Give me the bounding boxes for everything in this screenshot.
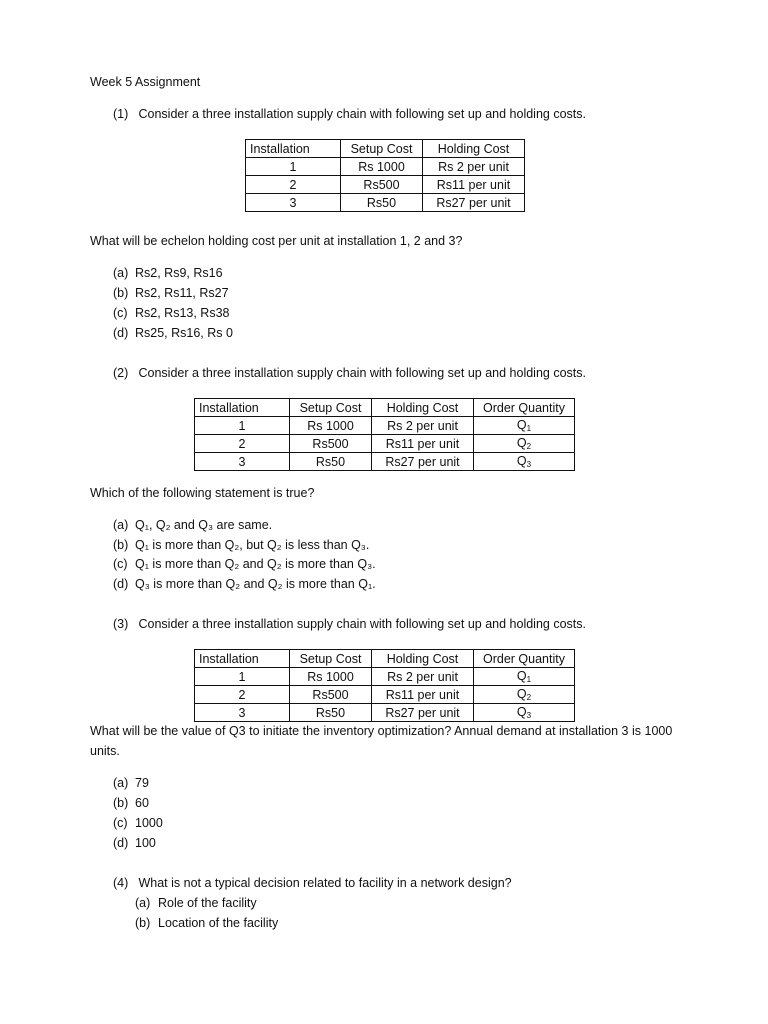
table-cell: 1: [246, 158, 341, 176]
table-cell: Rs11 per unit: [372, 435, 474, 453]
table-cell: [474, 453, 575, 471]
q-symbol: Q: [516, 418, 527, 432]
option-text: Q₁ is more than Q₂, but Q₂ is less than Q₃.: [135, 538, 370, 552]
table-cell: [474, 686, 575, 704]
answer-option: [113, 557, 376, 571]
table-row: [195, 704, 575, 722]
table-cell: [474, 417, 575, 435]
q-subscript: 1: [526, 675, 532, 684]
question-number: (4): [113, 876, 129, 890]
table-cell: Rs500: [290, 435, 372, 453]
option-text: Rs25, Rs16, Rs 0: [135, 326, 233, 340]
table-cell: Rs 1000: [341, 158, 423, 176]
table-header: Setup Cost: [290, 650, 372, 668]
answer-option: [113, 266, 223, 280]
cost-table-3: [194, 649, 575, 722]
q-symbol: Q: [516, 454, 527, 468]
q-symbol: Q: [516, 669, 527, 683]
table-cell: Rs 1000: [290, 668, 372, 686]
option-label: (a): [135, 896, 151, 910]
option-label: (b): [113, 796, 129, 810]
question-number: (2): [113, 366, 129, 380]
table-cell: 3: [246, 194, 341, 212]
question-prompt: What will be the value of Q3 to initiate the inventory optimization? Annual demand at installation 3 is 1000 units.: [90, 724, 673, 758]
table-header-row: [246, 140, 525, 158]
table-row: [246, 194, 525, 212]
answer-option: [135, 916, 278, 930]
option-label: (d): [113, 326, 129, 340]
answer-option: [113, 776, 149, 790]
table-row: [246, 176, 525, 194]
table-cell: 1: [195, 668, 290, 686]
table-header-row: [195, 650, 575, 668]
table-header: Holding Cost: [372, 399, 474, 417]
question-number: (1): [113, 107, 129, 121]
question-number: (3): [113, 617, 129, 631]
option-text: Location of the facility: [158, 916, 279, 930]
option-label: (c): [113, 816, 128, 830]
table-cell: Rs500: [341, 176, 423, 194]
question-1-heading: [113, 107, 586, 121]
question-2-heading: [113, 366, 586, 380]
table-header: Order Quantity: [474, 650, 575, 668]
table-cell: Rs 2 per unit: [423, 158, 525, 176]
table-cell: 2: [195, 435, 290, 453]
table-cell: Rs11 per unit: [372, 686, 474, 704]
table-header: Holding Cost: [372, 650, 474, 668]
option-label: (a): [113, 776, 129, 790]
cost-table-1: [245, 139, 525, 212]
table-header: Installation: [195, 399, 290, 417]
table-row: [195, 668, 575, 686]
answer-option: [113, 816, 163, 830]
table-cell: 3: [195, 453, 290, 471]
table-header: Installation: [195, 650, 290, 668]
option-text: Q₃ is more than Q₂ and Q₂ is more than Q₁.: [135, 577, 376, 591]
table-header: Holding Cost: [423, 140, 525, 158]
page-title: Week 5 Assignment: [90, 75, 201, 89]
table-cell: Rs50: [290, 704, 372, 722]
question-text: What is not a typical decision related to facility in a network design?: [138, 876, 512, 890]
table-header-row: [195, 399, 575, 417]
option-text: Q₁, Q₂ and Q₃ are same.: [135, 518, 273, 532]
answer-option: [135, 896, 257, 910]
table-cell: [474, 435, 575, 453]
question-text: Consider a three installation supply chain with following set up and holding costs.: [138, 366, 586, 380]
option-label: (a): [113, 518, 129, 532]
table-cell: 3: [195, 704, 290, 722]
q-subscript: 1: [526, 424, 532, 433]
table-cell: Rs27 per unit: [423, 194, 525, 212]
table-header: Order Quantity: [474, 399, 575, 417]
answer-option: [113, 306, 229, 320]
question-text: Consider a three installation supply chain with following set up and holding costs.: [138, 107, 586, 121]
q-symbol: Q: [516, 687, 527, 701]
answer-option: [113, 286, 229, 300]
table-cell: 2: [195, 686, 290, 704]
table-cell: Rs 1000: [290, 417, 372, 435]
table-row: [195, 435, 575, 453]
table-cell: 1: [195, 417, 290, 435]
table-cell: 2: [246, 176, 341, 194]
option-text: 60: [135, 796, 149, 810]
table-header: Installation: [246, 140, 341, 158]
answer-option: [113, 577, 376, 591]
table-cell: Rs50: [341, 194, 423, 212]
option-text: 100: [135, 836, 156, 850]
cost-table-2: [194, 398, 575, 471]
table-header: Setup Cost: [341, 140, 423, 158]
table-cell: Rs 2 per unit: [372, 417, 474, 435]
question-4-heading: [113, 876, 512, 890]
q-subscript: 2: [526, 693, 532, 702]
answer-option: [113, 538, 369, 552]
table-row: [195, 686, 575, 704]
option-label: (c): [113, 306, 128, 320]
option-label: (b): [113, 286, 129, 300]
option-text: Rs2, Rs13, Rs38: [135, 306, 230, 320]
question-prompt: Which of the following statement is true?: [90, 486, 315, 500]
option-label: (d): [113, 836, 129, 850]
q-symbol: Q: [516, 436, 527, 450]
option-text: Role of the facility: [158, 896, 257, 910]
table-cell: Rs11 per unit: [423, 176, 525, 194]
table-cell: [474, 704, 575, 722]
table-row: [246, 158, 525, 176]
table-cell: Rs27 per unit: [372, 704, 474, 722]
q-subscript: 3: [526, 460, 532, 469]
table-header: Setup Cost: [290, 399, 372, 417]
option-label: (d): [113, 577, 129, 591]
question-3-heading: [113, 617, 586, 631]
answer-option: [113, 518, 272, 532]
answer-option: [113, 796, 149, 810]
table-cell: Rs500: [290, 686, 372, 704]
table-cell: [474, 668, 575, 686]
answer-option: [113, 326, 233, 340]
table-row: [195, 417, 575, 435]
option-label: (a): [113, 266, 129, 280]
option-text: Rs2, Rs9, Rs16: [135, 266, 223, 280]
option-text: 79: [135, 776, 149, 790]
option-label: (c): [113, 557, 128, 571]
table-row: [195, 453, 575, 471]
question-text: Consider a three installation supply chain with following set up and holding costs.: [138, 617, 586, 631]
answer-option: [113, 836, 156, 850]
q-subscript: 3: [526, 711, 532, 720]
q-subscript: 2: [526, 442, 532, 451]
table-cell: Rs27 per unit: [372, 453, 474, 471]
table-cell: Rs50: [290, 453, 372, 471]
option-label: (b): [135, 916, 151, 930]
option-text: 1000: [135, 816, 163, 830]
option-text: Q₁ is more than Q₂ and Q₂ is more than Q₃.: [135, 557, 376, 571]
question-prompt: What will be echelon holding cost per unit at installation 1, 2 and 3?: [90, 234, 463, 248]
option-text: Rs2, Rs11, Rs27: [135, 286, 229, 300]
table-cell: Rs 2 per unit: [372, 668, 474, 686]
option-label: (b): [113, 538, 129, 552]
q-symbol: Q: [516, 705, 527, 719]
